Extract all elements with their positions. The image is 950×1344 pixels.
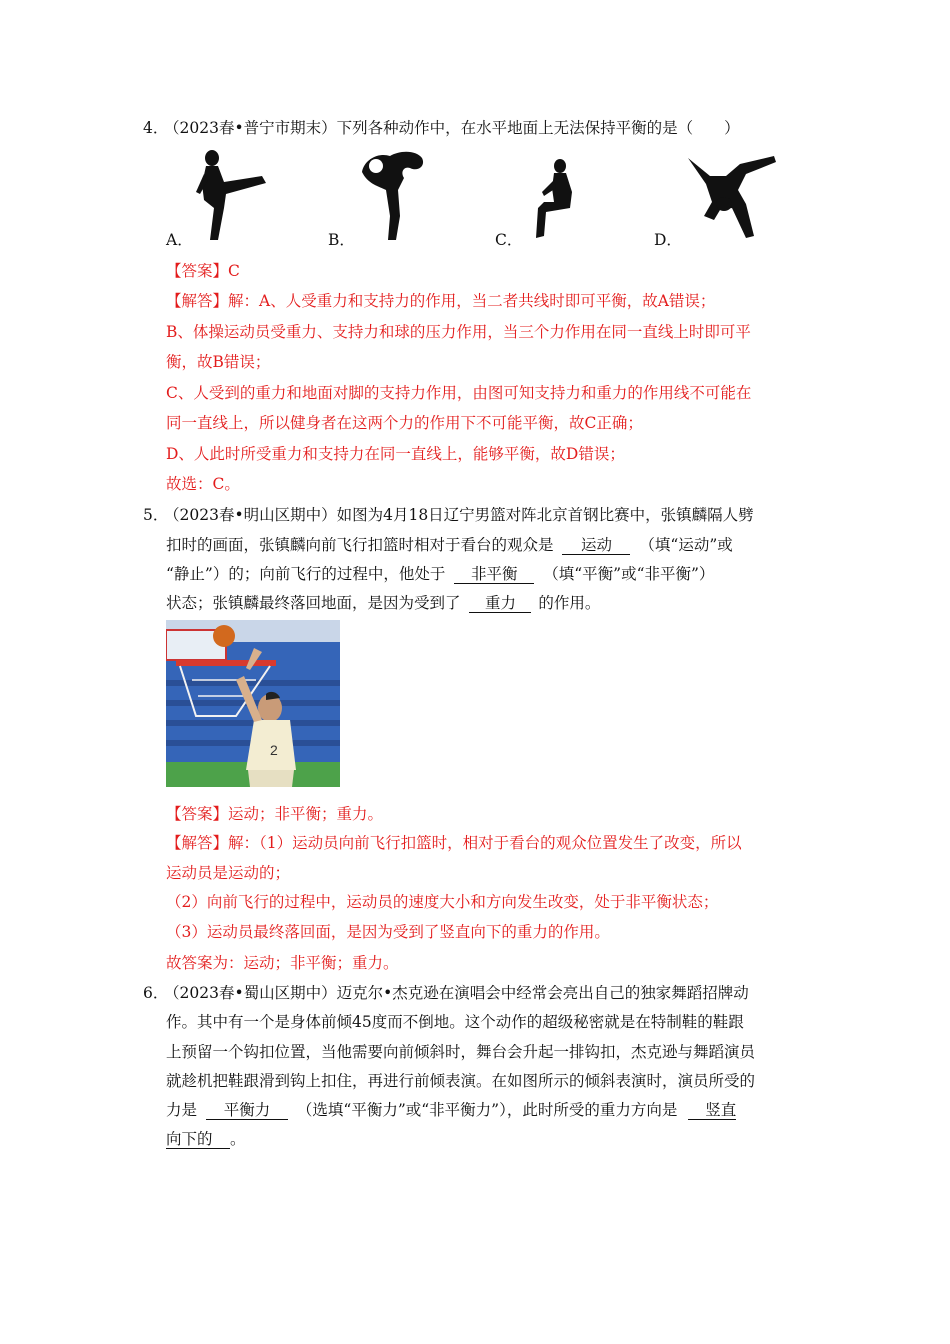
q4-stem: （2023春•普宁市期末）下列各种动作中，在水平地面上无法保持平衡的是（ ） xyxy=(164,119,740,137)
q5-stem-line: 状态；张镇麟最终落回地面，是因为受到了 重力 的作用。 xyxy=(166,594,601,612)
svg-text:2: 2 xyxy=(270,742,278,758)
q5-analysis-line: 【解答】解：（1）运动员向前飞行扣篮时，相对于看台的观众位置发生了改变，所以 xyxy=(166,834,742,852)
q5-blank-3: 重力 xyxy=(469,594,531,613)
q4-analysis-line: B、体操运动员受重力、支持力和球的压力作用，当三个力作用在同一直线上时即可平 xyxy=(166,323,751,341)
q5-analysis-line: 故答案为：运动；非平衡；重力。 xyxy=(166,954,399,972)
q6-stem-line: 向下的 。 xyxy=(166,1130,246,1148)
q5-analysis-line: 运动员是运动的； xyxy=(166,864,291,882)
q5-answer: 【答案】运动；非平衡；重力。 xyxy=(166,805,384,823)
q4-answer: 【答案】C xyxy=(166,262,240,280)
q4-analysis-line: 【解答】解：A、人受重力和支持力的作用，当二者共线时即可平衡，故A错误； xyxy=(166,292,716,310)
sitting-silhouette-icon xyxy=(526,158,578,242)
q6-blank-2: 竖直 xyxy=(688,1101,736,1120)
q4-option-a: A． xyxy=(166,231,193,249)
q6-blank-2-continued: 向下的 xyxy=(166,1130,230,1149)
q6-number: 6． xyxy=(143,984,169,1002)
q5-blank-2: 非平衡 xyxy=(454,565,534,584)
q6-stem-line: （2023春•蜀山区期中）迈克尔•杰克逊在演唱会中经常会亮出自己的独家舞蹈招牌动 xyxy=(164,984,749,1002)
q4-number: 4． xyxy=(143,119,169,137)
q4-option-c: C． xyxy=(495,231,523,249)
q4-analysis-line: D、人此时所受重力和支持力在同一直线上，能够平衡，故D错误； xyxy=(166,445,625,463)
q6-blank-1: 平衡力 xyxy=(206,1101,288,1120)
gymnast-silhouette-icon xyxy=(356,146,436,242)
q5-analysis-line: （2）向前飞行的过程中，运动员的速度大小和方向发生改变，处于非平衡状态； xyxy=(166,893,719,911)
q4-analysis-line: 同一直线上，所以健身者在这两个力的作用下不可能平衡，故C正确； xyxy=(166,414,643,432)
q5-stem-line: 扣时的画面，张镇麟向前飞行扣篮时相对于看台的观众是 运动 （填“运动”或 xyxy=(166,536,733,554)
q5-analysis-line: （3）运动员最终落回面，是因为受到了竖直向下的重力的作用。 xyxy=(166,923,610,941)
q5-number: 5． xyxy=(143,506,169,524)
q4-analysis-line: C、人受到的重力和地面对脚的支持力作用，由图可知支持力和重力的作用线不可能在 xyxy=(166,384,752,402)
q5-stem-line: （2023春•明山区期中）如图为4月18日辽宁男篮对阵北京首钢比赛中，张镇麟隔人劈 xyxy=(164,506,754,524)
q6-stem-line: 上预留一个钩扣位置，当他需要向前倾斜时，舞台会升起一排钩扣，杰克逊与舞蹈演员 xyxy=(166,1043,756,1061)
q5-stem-line: “静止”）的；向前飞行的过程中，他处于 非平衡 （填“平衡”或“非平衡”） xyxy=(166,565,715,583)
q6-stem-line: 力是 平衡力 （选填“平衡力”或“非平衡力”），此时所受的重力方向是 竖直 xyxy=(166,1101,737,1119)
q5-blank-1: 运动 xyxy=(562,536,630,555)
breakdance-silhouette-icon xyxy=(684,150,780,242)
q6-stem-line: 就趁机把鞋跟滑到钩上扣住，再进行前倾表演。在如图所示的倾斜表演时，演员所受的 xyxy=(166,1072,756,1090)
q6-stem-line: 作。其中有一个是身体前倾45度而不倒地。这个动作的超级秘密就是在特制鞋的鞋跟 xyxy=(166,1013,744,1031)
q4-option-d: D． xyxy=(654,231,682,249)
q4-analysis-line: 衡，故B错误； xyxy=(166,353,271,371)
kicking-silhouette-icon xyxy=(190,146,270,242)
basketball-dunk-photo xyxy=(166,620,340,787)
q4-analysis-line: 故选：C。 xyxy=(166,475,240,493)
q4-option-b: B． xyxy=(328,231,355,249)
